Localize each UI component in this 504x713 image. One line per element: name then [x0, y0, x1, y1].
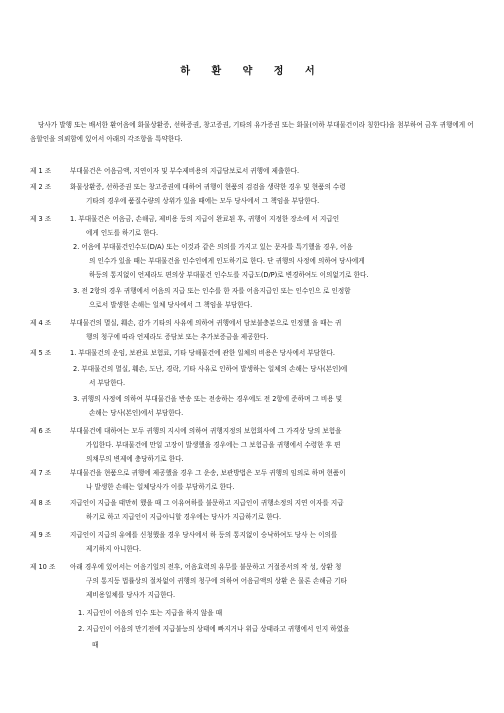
article-line: 아래 경우에 있어서는 어음기일의 전후, 어음효력의 유무를 불문하고 거절증서의 작 성, 상환 청: [70, 563, 342, 571]
article-line: 하등의 통지없이 언제라도 편의상 부대물건 인수도를 지급도(D/P)로 변경하여도 이의없기로 한다.: [89, 271, 369, 279]
document-title: 하 환 약 정 서: [180, 66, 324, 77]
article-line: 구의 통지등 법률상의 절차없이 귀행의 청구에 의하여 어음금액의 상환 은 물론 손해금 기타: [86, 577, 347, 585]
article-number: 제 4 조: [30, 319, 52, 327]
article-line: 의채무의 변제에 충당하기로 한다.: [86, 455, 184, 463]
article-line: 1. 부대물건의 운임, 보관료 보험료, 기타 당해물건에 관한 일체의 비용은 당사에서 부담한다.: [70, 349, 335, 357]
article-line: 지급인이 지급을 태만히 했을 때 그 이유여하를 불문하고 지급인이 귀행소정의 지연 이자를 지급: [70, 499, 344, 507]
article-number: 제 3 조: [30, 215, 52, 223]
article-line: 2. 어음에 부대물건인수도(D/A) 또는 이것과 같은 의의를 가지고 있는 문자를 특기했을 경우, 어음: [73, 243, 353, 251]
article-line: 화물상환증, 선하증권 또는 창고증권에 대하여 귀행이 현품의 검검을 생략한 경우 및 현품의 수령: [70, 183, 346, 191]
article-line: 서 부담한다.: [89, 379, 126, 387]
article-line: 2. 부대물건의 멸실, 훼손, 도난, 경락, 기타 사유로 인하여 발생하는 일체의 손해는 당사(본인)에: [73, 365, 348, 373]
article-number: 제 2 조: [30, 183, 52, 191]
article-number: 제 10 조: [30, 563, 56, 571]
article-line: 부대물건에 대하여는 모두 귀행의 지시에 의하여 귀행지정의 보험회사에 그 가격상 당의 보험을: [70, 427, 342, 435]
intro-paragraph: 당사가 발행 또는 배서한 환어음에 화물상환증, 선하증권, 창고증권, 기타의 유가증권 또는 화물(이하 부대물건이라 칭한다)을 첨부하여 금후 귀행에게 어음할인을 의뢰함에 있어서 아래의 각조항을 특약한다.: [30, 121, 474, 143]
article-line: 의 인수가 있을 때는 부대물건을 인수인에게 인도하기로 한다. 단 귀행의 사정에 의하여 당사에게: [89, 257, 365, 265]
article-line: 지급인이 지급의 유예를 신청했을 경우 당사에서 하 등의 통지없이 승낙하여도 당사 는 이의를: [70, 531, 338, 539]
article-number: 제 7 조: [30, 469, 52, 477]
article-line: 행의 청구에 따라 언제라도 증담보 또는 추가보증금을 제공한다.: [86, 333, 269, 341]
article-line: 손해는 당사(본인)에서 부담한다.: [89, 409, 184, 417]
article-line: 부대물건을 현품으로 귀행에 제공했을 경우 그 운송, 보관방법은 모두 귀행의 임의로 하며 현품이: [70, 469, 346, 477]
article-line: 하기로 하고 지급인이 지급아니할 경우에는 당사가 지급하기로 한다.: [86, 513, 282, 521]
article-line: 3. 귀행의 사정에 의하여 부대물건을 반송 또는 전송하는 경우에도 전 2항에 준하며 그 비용 및: [73, 395, 343, 403]
article-line: 1. 부대물건은 어음금, 손해금, 제비용 등의 지급이 완료된 후, 귀행이 지정한 장소에 서 지급인: [70, 215, 340, 223]
article-line: 제기하지 아니한다.: [86, 545, 142, 553]
article-line: 제비용일체를 당사가 지급한다.: [86, 591, 176, 599]
article-line: 으로서 발생한 손해는 일체 당사에서 그 책임을 부담한다.: [89, 301, 253, 309]
article-10-clause: 2. 지급인이 어음의 만기전에 지급불능의 상태에 빠지거나 위급 상태라고 귀행에서 인지 하였을: [78, 625, 350, 633]
article-number: 제 6 조: [30, 427, 52, 435]
article-line: 가입한다. 부대물건에 만일 고장이 발생했을 경우에는 그 보험금을 귀행에서 수령한 후 편: [86, 441, 341, 449]
article-line: 기타의 경우에 품질수량의 상위가 있을 때에는 모두 당사에서 그 책임을 부담한다.: [86, 197, 320, 205]
article-line: 에게 인도를 하기로 한다.: [86, 229, 159, 237]
article-number: 제 1 조: [30, 167, 52, 175]
article-10-clause: 때: [92, 641, 99, 649]
article-line: 나 발생한 손해는 일체당사가 이를 부담하기로 한다.: [86, 483, 235, 491]
article-number: 제 5 조: [30, 349, 52, 357]
article-number: 제 9 조: [30, 531, 52, 539]
article-10-clause: 1. 지급인이 어음의 인수 또는 지급을 하지 않을 때: [78, 609, 223, 617]
article-line: 부대물건은 어음금액, 지연이자 및 부수제비용의 지급담보로서 귀행에 제출한다.: [70, 167, 300, 175]
article-number: 제 8 조: [30, 499, 52, 507]
article-line: 부대물건의 멸실, 훼손, 감가 기타의 사유에 의하여 귀행에서 담보불충분으로 인정했 을 때는 귀: [70, 319, 342, 327]
article-line: 3. 전 2항의 경우 귀행에서 어음의 지급 또는 인수를 한 자를 어음지급인 또는 인수인으 로 인정함: [73, 287, 351, 295]
